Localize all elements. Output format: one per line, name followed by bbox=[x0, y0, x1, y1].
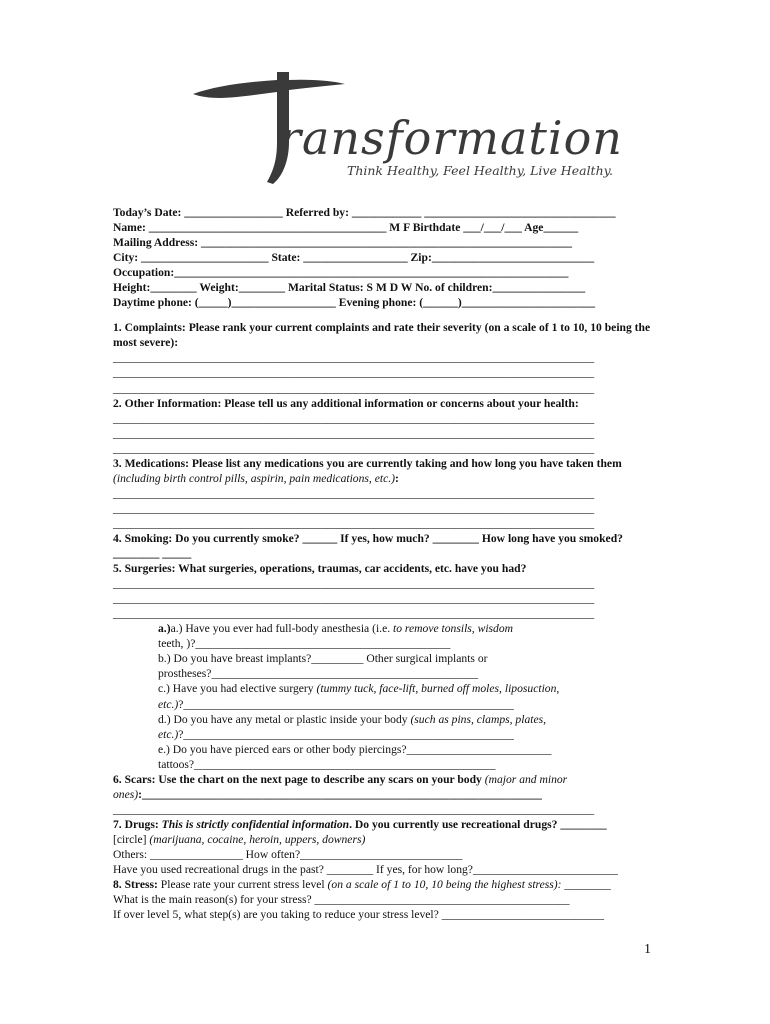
other-info-answer-line[interactable]: ___________________________________________________________________________________ bbox=[113, 441, 595, 455]
complaints-answer-line[interactable]: ___________________________________________________________________________________ bbox=[113, 381, 595, 395]
complaints-answer-line[interactable]: ___________________________________________________________________________________ bbox=[113, 366, 595, 380]
stress-reason-line[interactable]: What is the main reason(s) for your stress? ____________________________________________ bbox=[113, 893, 570, 907]
scars-answer-line[interactable]: ___________________________________________________________________________________ bbox=[113, 802, 595, 816]
drugs-others-line[interactable]: Others: ________________ How often?____________________________ bbox=[113, 847, 463, 861]
page-number: 1 bbox=[644, 942, 651, 957]
stress-steps-line[interactable]: If over level 5, what step(s) are you taking to reduce your stress level? ____________________________ bbox=[113, 908, 605, 922]
tattoos-answer[interactable]: tattoos?____________________________________________________ bbox=[158, 757, 496, 771]
city-line[interactable]: City: ______________________ State: __________________ Zip:____________________________ bbox=[113, 251, 595, 265]
scars-question[interactable]: 6. Scars: Use the chart on the next page to describe any scars on your body (major and minor ones):_____________________________________________________________________ bbox=[113, 772, 568, 801]
complaints-question: 1. Complaints: Please rank your current complaints and rate their severity (on a scale of 1 to 10, 10 being the most severe): bbox=[113, 321, 651, 350]
occupation-line[interactable]: Occupation:____________________________________________________________________ bbox=[113, 266, 569, 280]
medications-answer-line[interactable]: ___________________________________________________________________________________ bbox=[113, 516, 595, 530]
elective-surgery-answer[interactable]: etc.)?_________________________________________________________ bbox=[158, 697, 514, 711]
other-info-answer-line[interactable]: ___________________________________________________________________________________ bbox=[113, 411, 595, 425]
intake-form bbox=[113, 205, 658, 922]
implants-question[interactable]: b.) Do you have breast implants?_________ Other surgical implants or bbox=[158, 652, 488, 666]
logo-tagline: Think Healthy, Feel Healthy, Live Healthy. bbox=[347, 163, 614, 178]
anesthesia-answer[interactable]: teeth, )?____________________________________________ bbox=[158, 637, 451, 651]
todays-date-line[interactable]: Today’s Date: _________________ Referred by: ____________ _________________________________ bbox=[113, 206, 616, 219]
medications-question: 3. Medications: Please list any medications you are currently taking and how long you have taken them (including birth control pills, aspirin, pain medications, etc.): bbox=[113, 456, 622, 485]
elective-surgery-question[interactable]: c.) Have you had elective surgery (tummy tuck, face-lift, burned off moles, liposuction, bbox=[158, 682, 560, 696]
other-info-question: 2. Other Information: Please tell us any additional information or concerns about your health: bbox=[113, 396, 579, 410]
stress-rating-line[interactable]: 8. Stress: Please rate your current stress level (on a scale of 1 to 10, 10 being the highest stress): ________ bbox=[113, 878, 611, 892]
height-line[interactable]: Height:________ Weight:________ Marital Status: S M D W No. of children:________________ bbox=[113, 281, 586, 295]
anesthesia-question[interactable]: a.)a.) Have you ever had full-body anesthesia (i.e. to remove tonsils, wisdom bbox=[158, 622, 514, 636]
medications-answer-line[interactable]: ___________________________________________________________________________________ bbox=[113, 501, 595, 515]
phone-line[interactable]: Daytime phone: (_____)__________________ Evening phone: (______)_______________________ bbox=[113, 296, 596, 310]
metal-plastic-answer[interactable]: etc.)?_________________________________________________________ bbox=[158, 727, 514, 741]
smoking-question[interactable]: 4. Smoking: Do you currently smoke? ______ If yes, how much? ________ How long have you smoked? ________ _____ bbox=[113, 531, 623, 561]
logo-wordmark: ransformation bbox=[279, 111, 623, 165]
drugs-circle-line[interactable]: [circle] (marijuana, cocaine, heroin, uppers, downers) bbox=[113, 832, 366, 846]
name-line[interactable]: Name: _________________________________________ M F Birthdate ___/___/___ Age______ bbox=[113, 221, 579, 235]
mailing-address-line[interactable]: Mailing Address: ________________________________________________________________ bbox=[113, 236, 573, 250]
complaints-answer-line[interactable]: ___________________________________________________________________________________ bbox=[113, 351, 595, 365]
transformation-logo bbox=[185, 72, 623, 187]
surgeries-answer-line[interactable]: ___________________________________________________________________________________ bbox=[113, 592, 595, 606]
piercings-question[interactable]: e.) Do you have pierced ears or other body piercings?_________________________ bbox=[158, 742, 552, 756]
other-info-answer-line[interactable]: ___________________________________________________________________________________ bbox=[113, 426, 595, 440]
drugs-question[interactable]: 7. Drugs: This is strictly confidential information. Do you currently use recreational drugs? ________ bbox=[113, 817, 607, 831]
medications-answer-line[interactable]: ___________________________________________________________________________________ bbox=[113, 486, 595, 500]
surgeries-question: 5. Surgeries: What surgeries, operations, traumas, car accidents, etc. have you had? bbox=[113, 562, 527, 576]
prostheses-answer[interactable]: prostheses?______________________________________________ bbox=[158, 667, 479, 681]
metal-plastic-question[interactable]: d.) Do you have any metal or plastic inside your body (such as pins, clamps, plates, bbox=[158, 712, 547, 726]
surgeries-answer-line[interactable]: ___________________________________________________________________________________ bbox=[113, 577, 595, 591]
drugs-past-line[interactable]: Have you used recreational drugs in the past? ________ If yes, for how long?_________________________ bbox=[113, 863, 618, 877]
surgeries-answer-line[interactable]: ___________________________________________________________________________________ bbox=[113, 607, 595, 621]
